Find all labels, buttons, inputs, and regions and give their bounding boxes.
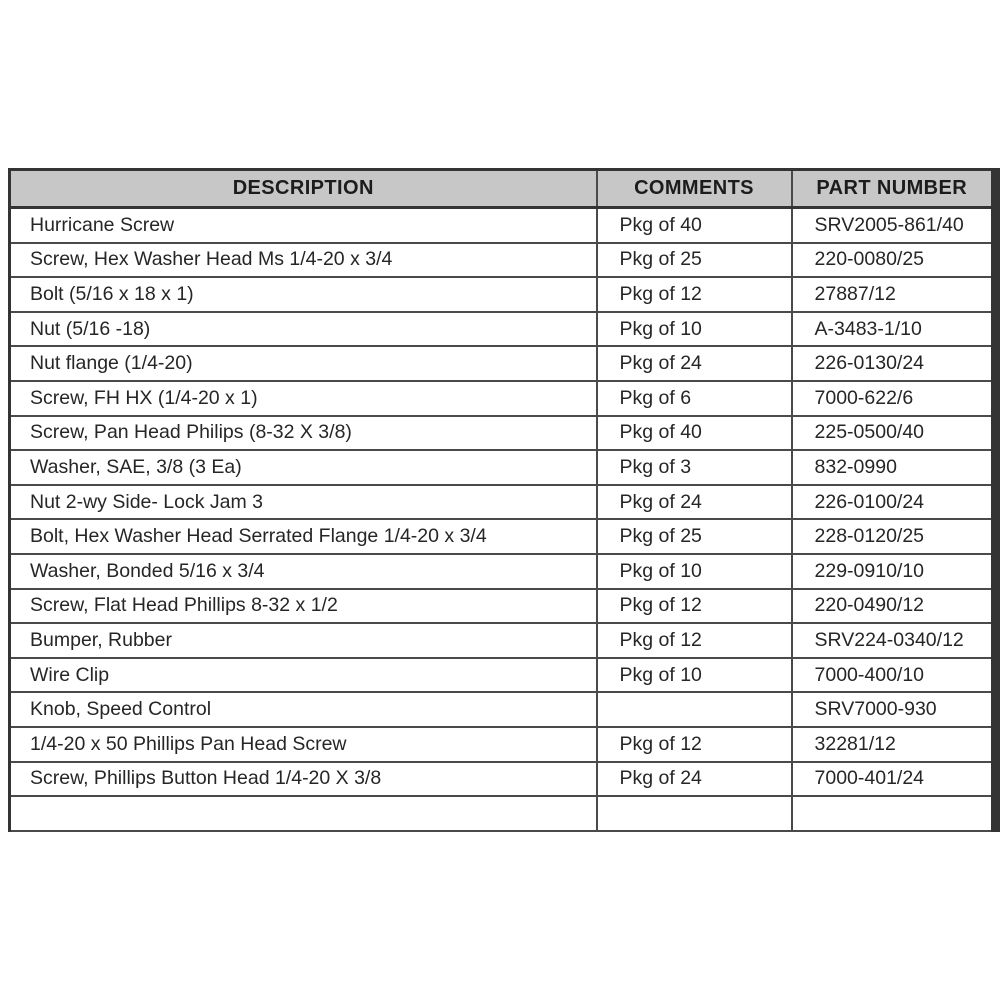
comments-cell: Pkg of 12: [597, 277, 792, 312]
part-number-cell: SRV2005-861/40: [792, 208, 993, 243]
description-cell: Screw, Pan Head Philips (8-32 X 3/8): [10, 416, 597, 451]
comments-cell: Pkg of 40: [597, 416, 792, 451]
table-row: [10, 485, 993, 520]
parts-table: [8, 168, 994, 832]
table-row: [10, 416, 993, 451]
comments-cell: Pkg of 10: [597, 658, 792, 693]
description-cell: Nut flange (1/4-20): [10, 346, 597, 381]
description-cell: Screw, FH HX (1/4-20 x 1): [10, 381, 597, 416]
description-cell: 1/4-20 x 50 Phillips Pan Head Screw: [10, 727, 597, 762]
comments-cell: Pkg of 40: [597, 208, 792, 243]
description-cell: Nut 2-wy Side- Lock Jam 3: [10, 485, 597, 520]
part-number-cell: [792, 796, 993, 831]
header-cell-part-number: PART NUMBER: [792, 170, 993, 208]
part-number-cell: 229-0910/10: [792, 554, 993, 589]
comments-cell: Pkg of 24: [597, 485, 792, 520]
table-row: [10, 623, 993, 658]
comments-cell: Pkg of 24: [597, 762, 792, 797]
comments-cell: Pkg of 10: [597, 554, 792, 589]
description-cell: [10, 831, 597, 832]
description-cell: Wire Clip: [10, 658, 597, 693]
table-row: [10, 762, 993, 797]
table-row: [10, 450, 993, 485]
part-number-cell: SRV7000-930: [792, 692, 993, 727]
table-row: [10, 727, 993, 762]
description-cell: Washer, Bonded 5/16 x 3/4: [10, 554, 597, 589]
part-number-cell: 32281/12: [792, 727, 993, 762]
comments-cell: Pkg of 25: [597, 243, 792, 278]
comments-cell: Pkg of 24: [597, 346, 792, 381]
table-row: [10, 831, 993, 832]
comments-cell: Pkg of 12: [597, 589, 792, 624]
table-row: [10, 381, 993, 416]
comments-cell: [597, 796, 792, 831]
part-number-cell: 7000-401/24: [792, 762, 993, 797]
part-number-cell: SRV224-0340/12: [792, 623, 993, 658]
parts-table-body: [10, 208, 993, 833]
part-number-cell: [792, 831, 993, 832]
table-row: [10, 519, 993, 554]
table-row: [10, 658, 993, 693]
comments-cell: Pkg of 10: [597, 312, 792, 347]
part-number-cell: 225-0500/40: [792, 416, 993, 451]
description-cell: Screw, Flat Head Phillips 8-32 x 1/2: [10, 589, 597, 624]
part-number-cell: 228-0120/25: [792, 519, 993, 554]
description-cell: Bolt (5/16 x 18 x 1): [10, 277, 597, 312]
table-row: [10, 589, 993, 624]
description-cell: Washer, SAE, 3/8 (3 Ea): [10, 450, 597, 485]
part-number-cell: 832-0990: [792, 450, 993, 485]
comments-cell: Pkg of 12: [597, 727, 792, 762]
description-cell: Screw, Hex Washer Head Ms 1/4-20 x 3/4: [10, 243, 597, 278]
part-number-cell: 220-0080/25: [792, 243, 993, 278]
part-number-cell: A-3483-1/10: [792, 312, 993, 347]
table-row: [10, 692, 993, 727]
table-row: [10, 346, 993, 381]
description-cell: Screw, Phillips Button Head 1/4-20 X 3/8: [10, 762, 597, 797]
comments-cell: Pkg of 12: [597, 623, 792, 658]
parts-table-container: [8, 168, 1000, 832]
table-row: [10, 243, 993, 278]
header-cell-comments: COMMENTS: [597, 170, 792, 208]
comments-cell: [597, 831, 792, 832]
comments-cell: Pkg of 6: [597, 381, 792, 416]
part-number-cell: 226-0100/24: [792, 485, 993, 520]
comments-cell: [597, 692, 792, 727]
part-number-cell: 7000-622/6: [792, 381, 993, 416]
description-cell: Hurricane Screw: [10, 208, 597, 243]
part-number-cell: 226-0130/24: [792, 346, 993, 381]
description-cell: Knob, Speed Control: [10, 692, 597, 727]
header-cell-description: DESCRIPTION: [10, 170, 597, 208]
description-cell: Bolt, Hex Washer Head Serrated Flange 1/4-20 x 3/4: [10, 519, 597, 554]
table-header-row: [10, 170, 993, 208]
part-number-cell: 220-0490/12: [792, 589, 993, 624]
table-row: [10, 208, 993, 243]
table-row: [10, 277, 993, 312]
description-cell: Nut (5/16 -18): [10, 312, 597, 347]
table-row: [10, 554, 993, 589]
description-cell: [10, 796, 597, 831]
table-row: [10, 312, 993, 347]
part-number-cell: 27887/12: [792, 277, 993, 312]
comments-cell: Pkg of 3: [597, 450, 792, 485]
comments-cell: Pkg of 25: [597, 519, 792, 554]
description-cell: Bumper, Rubber: [10, 623, 597, 658]
table-row: [10, 796, 993, 831]
part-number-cell: 7000-400/10: [792, 658, 993, 693]
